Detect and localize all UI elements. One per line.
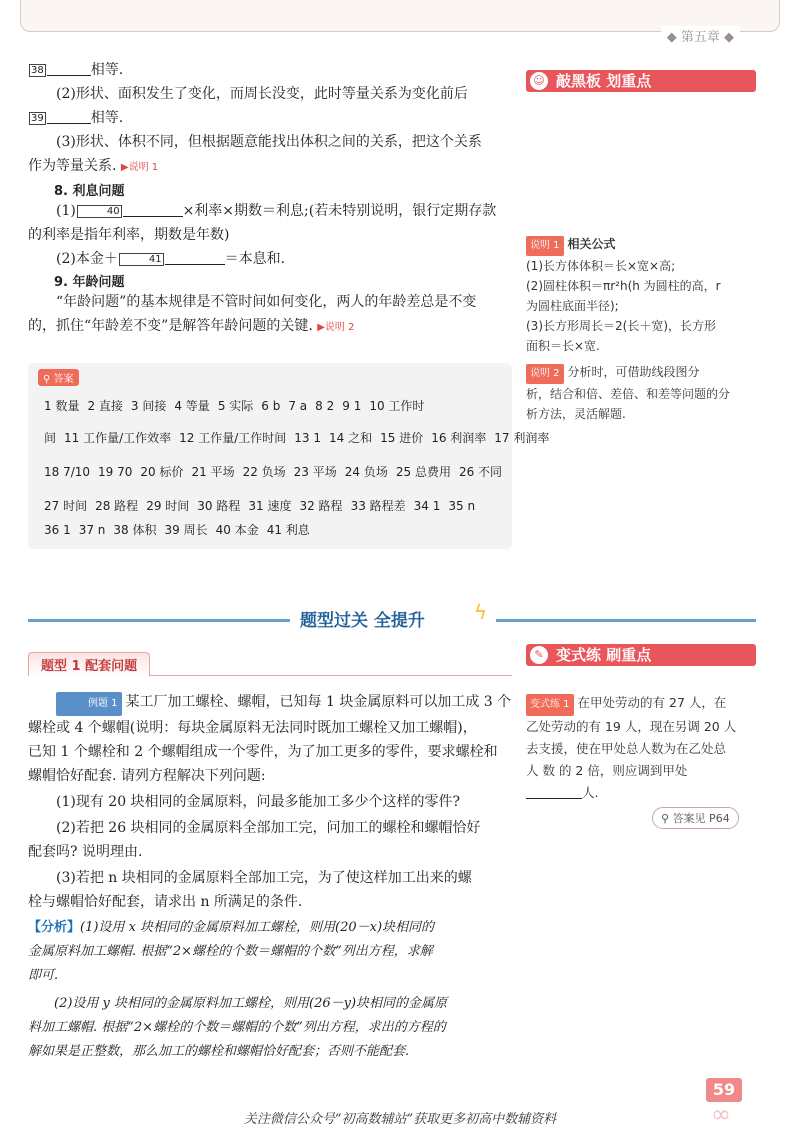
text-line: (3)形状、体积不同，但根据题意能找出体积之间的关系，把这个关系: [56, 134, 482, 150]
answer-tag-label: 答案: [53, 374, 74, 385]
answer-item: 41 利息: [266, 523, 310, 537]
answer-item: 15 进价: [380, 431, 424, 445]
example-line: 已知 1 个螺栓和 2 个螺帽组成一个零件，为了加工更多的零件，要求螺栓和: [28, 744, 498, 760]
analysis-line: 料加工螺帽. 根据“2×螺栓的个数＝螺帽的个数”列出方程，求出的方程的: [28, 1020, 446, 1035]
analysis-label: 【分析】: [28, 920, 81, 935]
line-39: [28, 106, 512, 130]
note-1-label: 说明 1: [526, 236, 564, 256]
question-2-cont: 配套吗? 说明理由.: [28, 844, 143, 860]
note-1-line: 为圆柱底面半径);: [526, 299, 619, 313]
note-1-line: (3)长方形周长＝2(长＋宽)，长方形: [526, 319, 716, 333]
answer-item: 10 工作时: [369, 399, 425, 413]
teacher-icon: ☺: [530, 72, 548, 90]
text: 的，抓住“年龄差不变”是解答年龄问题的关键.: [28, 318, 313, 334]
answer-row-4: [44, 497, 483, 514]
note-1-title: 相关公式: [567, 237, 616, 251]
banner-line-left: [28, 619, 290, 622]
answer-item: 28 路程: [95, 499, 139, 513]
example-line: 螺栓或 4 个螺帽(说明：每块金属原料无法同时既加工螺栓又加工螺帽)，: [28, 720, 477, 736]
example-section: [28, 690, 512, 1064]
fill-blank: [165, 251, 225, 265]
answer-item: 7 a: [288, 399, 308, 413]
note-1-line: (2)圆柱体积＝πr²h(h 为圆柱的高，r: [526, 279, 721, 293]
answer-item: 9 1: [342, 399, 362, 413]
text: ×利率×期数＝利息;(若未特别说明，银行定期存款: [182, 203, 497, 219]
answer-item: 31 速度: [248, 499, 292, 513]
chapter-tag: ◆ 第五章 ◆: [661, 26, 740, 45]
fill-blank: [47, 110, 91, 124]
note-2-label: 说明 2: [526, 364, 564, 384]
analysis-line: 即可.: [28, 968, 59, 983]
analysis-line: 解如果是正整数，那么加工的螺栓和螺帽恰好配套；否则不能配套.: [28, 1044, 410, 1059]
answer-item: 27 时间: [44, 499, 88, 513]
answer-item: 22 负场: [242, 465, 286, 479]
answer-item: 20 标价: [140, 465, 184, 479]
fill-blank: [47, 62, 91, 76]
answer-item: 12 工作量/工作时间: [179, 431, 287, 445]
answer-item: 17 利润率: [494, 431, 550, 445]
answer-item: 11 工作量/工作效率: [64, 431, 172, 445]
answer-item: 36 1: [44, 523, 71, 537]
answer-item: 37 n: [78, 523, 106, 537]
blank-number: 38: [31, 65, 44, 76]
answer-item: 间: [44, 431, 57, 445]
fill-blank: [526, 785, 582, 799]
answer-reference[interactable]: ⚲ 答案见 P64: [652, 807, 739, 829]
top-main-text: [28, 58, 512, 340]
answer-row-1: [44, 397, 432, 414]
example-line: 螺帽恰好配套. 请列方程解决下列问题:: [28, 768, 266, 784]
footer-text: 关注微信公众号“初高数辅站”获取更多初高中数辅资料: [243, 1112, 557, 1127]
fill-blank: [123, 203, 183, 217]
note-1-line: (1)长方体体积＝长×宽×高;: [526, 259, 676, 273]
answer-item: 33 路程差: [350, 499, 406, 513]
sec8-line3: [28, 247, 512, 271]
answer-row-2: [44, 429, 557, 446]
answer-item: 23 平场: [293, 465, 337, 479]
note-2-link[interactable]: ▶说明 2: [317, 322, 355, 333]
example-label: 例题 1: [56, 692, 122, 716]
sidebar-notes: [526, 234, 756, 424]
answer-item: 34 1: [413, 499, 441, 513]
note-1-line: 面积＝长×宽.: [526, 339, 600, 353]
type-1-label: 题型 1 配套问题: [28, 652, 150, 676]
question-1: (1)现有 20 块相同的金属原料，问最多能加工多少个这样的零件?: [56, 794, 461, 810]
lightning-icon: ϟ: [474, 600, 488, 624]
answer-item: 26 不同: [458, 465, 503, 479]
answer-item: 2 直接: [87, 399, 123, 413]
answer-item: 18 7/10: [44, 465, 91, 479]
answer-item: 14 之和: [329, 431, 373, 445]
infinity-icon: ∞: [711, 1100, 731, 1128]
banner-title: 题型过关 全提升: [300, 611, 425, 631]
answer-item: 25 总费用: [395, 465, 451, 479]
text-line: 的利率是指年利率，期数是年数): [28, 227, 230, 243]
text: 相等.: [90, 62, 124, 78]
text: (2)本金＋: [56, 251, 118, 267]
note-2-line: 析，结合和倍、差倍、和差等问题的分: [526, 387, 731, 401]
sec9-line2: [28, 314, 512, 340]
section-banner: [28, 600, 756, 632]
blank-number: 41: [119, 253, 164, 266]
text: 人.: [582, 785, 599, 800]
type-1-header: [28, 652, 512, 676]
variant-label: 变式练 1: [526, 694, 574, 716]
answer-item: 39 周长: [164, 523, 208, 537]
sidebar-header-variant: [526, 644, 756, 666]
question-3-cont: 栓与螺帽恰好配套，请求出 n 所满足的条件.: [28, 894, 303, 910]
line-38: [28, 58, 512, 82]
question-3: (3)若把 n 块相同的金属原料全部加工完，为了使这样加工出来的螺: [56, 870, 472, 886]
answer-item: 5 实际: [217, 399, 254, 413]
variant-exercise: [526, 692, 756, 804]
answer-item: 30 路程: [197, 499, 241, 513]
page-number: 59: [706, 1078, 742, 1102]
note-1-link[interactable]: ▶说明 1: [120, 162, 159, 173]
answer-item: 13 1: [294, 431, 322, 445]
sec8-line1: [28, 199, 512, 223]
variant-line: 去支援，使在甲处总人数为在乙处总: [526, 741, 727, 756]
text: 某工厂加工螺栓、螺帽，已知每 1 块金属原料可以加工成 3 个: [125, 694, 512, 710]
blank-number: 40: [77, 205, 122, 218]
answer-item: 4 等量: [174, 399, 210, 413]
section-9-title: 9. 年龄问题: [54, 275, 125, 290]
sidebar-header-blackboard: [526, 70, 756, 92]
question-2: (2)若把 26 块相同的金属原料全部加工完，问加工的螺栓和螺帽恰好: [56, 820, 481, 836]
variant-line: 人 数 的 2 倍，则应调到甲处: [526, 763, 688, 778]
banner-line-right: [496, 619, 756, 622]
variant-line-first: [526, 692, 756, 716]
note-1-title-line: [526, 234, 756, 256]
answer-tag: ⚲ 答案: [38, 369, 79, 386]
variant-icon: ✎: [530, 646, 548, 664]
answer-reference-label: 答案见 P64: [672, 812, 730, 825]
text: 作为等量关系.: [28, 158, 117, 174]
answer-item: 32 路程: [299, 499, 343, 513]
text: ＝本息和.: [224, 251, 286, 267]
text: 相等.: [90, 110, 124, 126]
answer-row-3: [44, 463, 510, 480]
answer-item: 6 b: [261, 399, 281, 413]
answer-item: 16 利润率: [431, 431, 487, 445]
answer-item: 1 数量: [44, 399, 80, 413]
blank-number: 39: [31, 113, 44, 124]
text: (1): [56, 203, 76, 219]
analysis-line-1: [28, 916, 512, 940]
answer-item: 8 2: [315, 399, 335, 413]
answer-item: 38 体积: [113, 523, 157, 537]
note-2-line-first: [526, 362, 756, 384]
answer-item: 29 时间: [146, 499, 190, 513]
text: (1)设用 x 块相同的金属原料加工螺栓，则用(20－x)块相同的: [80, 920, 435, 935]
chapter-label: 第五章: [680, 30, 720, 45]
example-line-first: [28, 690, 512, 716]
variant-header-label: 变式练 刷重点: [556, 646, 652, 664]
sidebar-header-label: 敲黑板 划重点: [556, 72, 652, 90]
answer-item: 21 平场: [191, 465, 235, 479]
variant-line: 乙处劳动的有 19 人，现在另调 20 人: [526, 719, 737, 734]
answer-row-5: [44, 521, 318, 538]
answer-item: 3 间接: [130, 399, 167, 413]
section-8-title: 8. 利息问题: [54, 184, 125, 199]
text-line: (2)形状、面积发生了变化，而周长没变，此时等量关系为变化前后: [56, 86, 468, 102]
answer-item: 40 本金: [215, 523, 259, 537]
note-2-text: 分析时，可借助线段图分: [567, 365, 700, 379]
text: 在甲处劳动的有 27 人，在: [577, 695, 727, 710]
answer-item: 24 负场: [344, 465, 388, 479]
variant-blank-line: [526, 782, 756, 804]
text-line: “年龄问题”的基本规律是不管时间如何变化，两人的年龄差总是不变: [56, 294, 477, 310]
line-note1: [28, 154, 512, 180]
answer-item: 35 n: [448, 499, 476, 513]
analysis-line: (2)设用 y 块相同的金属原料加工螺栓，则用(26－y)块相同的金属原: [54, 996, 448, 1011]
analysis-line: 金属原料加工螺帽. 根据“2×螺栓的个数＝螺帽的个数”列出方程，求解: [28, 944, 433, 959]
answer-item: 19 70: [98, 465, 133, 479]
note-2-line: 析方法，灵活解题.: [526, 407, 626, 421]
